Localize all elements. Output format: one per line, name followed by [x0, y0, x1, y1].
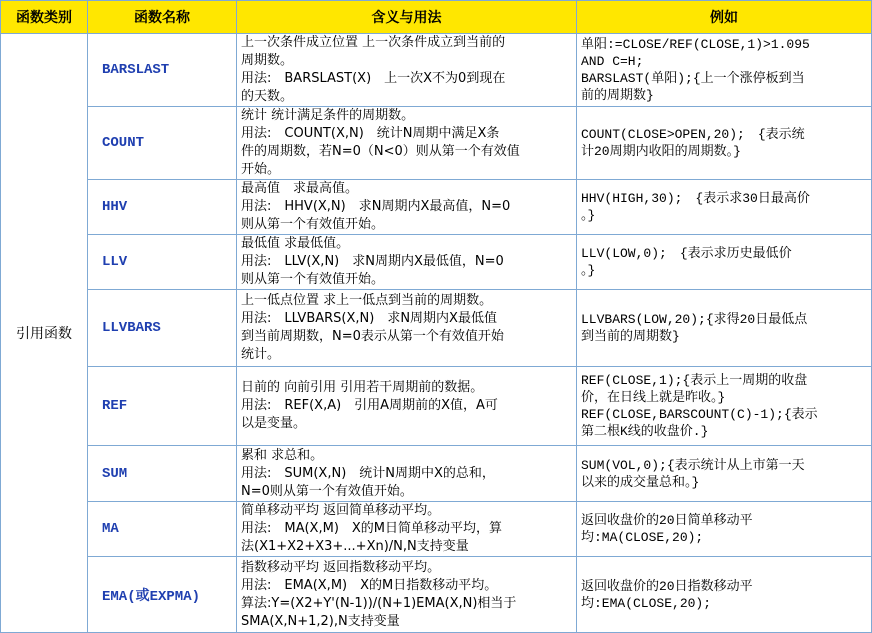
meaning-line: 用法: COUNT(X,N) 统计N周期中满足X条 [241, 126, 500, 141]
example-line: 返回收盘价的20日简单移动平 [581, 513, 753, 528]
meaning-cell [237, 34, 577, 107]
header-meaning-usage: 含义与用法 [237, 1, 577, 34]
function-name-cell: SUM [88, 446, 237, 502]
meaning-line: 法(X1+X2+X3+...+Xn)/N,N支持变量 [241, 539, 469, 554]
meaning-line: 的天数。 [241, 89, 294, 104]
meaning-line: 简单移动平均 返回简单移动平均。 [241, 503, 441, 518]
table-body [1, 34, 872, 633]
example-line: 价，在日线上就是昨收。} [581, 390, 726, 405]
meaning-line: 以是变量。 [241, 416, 307, 431]
meaning-line: 用法: MA(X,M) X的M日简单移动平均，算 [241, 521, 503, 536]
meaning-line: 件的周期数，若N=0（N<0）则从第一个有效值 [241, 144, 520, 159]
meaning-cell [237, 502, 577, 557]
example-cell [577, 34, 872, 107]
meaning-line: 用法: HHV(X,N) 求N周期内X最高值，N=0 [241, 199, 511, 214]
meaning-line: 用法: REF(X,A) 引用A周期前的X值，A可 [241, 398, 498, 413]
table-row [1, 34, 872, 107]
meaning-line: 统计 统计满足条件的周期数。 [241, 108, 415, 123]
meaning-line: SMA(X,N+1,2),N支持变量 [241, 613, 400, 629]
function-name-cell: LLVBARS [88, 290, 237, 367]
example-cell [577, 367, 872, 446]
meaning-line: 指数移动平均 返回指数移动平均。 [241, 559, 441, 575]
example-line: SUM(VOL,0);{表示统计从上市第一天 [581, 457, 805, 473]
example-line: LLV(LOW,0); {表示求历史最低价 [581, 246, 792, 261]
example-line: 。} [581, 208, 596, 223]
meaning-line: 周期数。 [241, 53, 294, 68]
header-function-name: 函数名称 [88, 1, 237, 34]
meaning-line: 到当前周期数，N=0表示从第一个有效值开始 [241, 329, 504, 344]
example-line: COUNT(CLOSE>OPEN,20); {表示统 [581, 127, 805, 142]
function-name-cell: COUNT [88, 107, 237, 180]
meaning-cell [237, 446, 577, 502]
example-line: 计20周期内收阳的周期数。} [581, 144, 741, 159]
example-line: LLVBARS(LOW,20);{求得20日最低点 [581, 312, 808, 327]
function-name-cell: MA [88, 502, 237, 557]
meaning-line: 最高值 求最高值。 [241, 181, 359, 196]
example-line: 返回收盘价的20日指数移动平 [581, 578, 753, 594]
table-row [1, 290, 872, 367]
example-line: 单阳:=CLOSE/REF(CLOSE,1)>1.095 [581, 37, 810, 52]
meaning-line: 则从第一个有效值开始。 [241, 217, 385, 232]
meaning-cell [237, 367, 577, 446]
meaning-line: 上一低点位置 求上一低点到当前的周期数。 [241, 293, 493, 308]
header-category: 函数类别 [1, 1, 88, 34]
table-row [1, 235, 872, 290]
table-row [1, 446, 872, 502]
example-line: 。} [581, 263, 596, 278]
meaning-line: 最低值 求最低值。 [241, 236, 350, 251]
example-line: 均:EMA(CLOSE,20); [581, 595, 712, 611]
function-name-cell: REF [88, 367, 237, 446]
example-cell [577, 290, 872, 367]
meaning-line: 累和 求总和。 [241, 447, 324, 463]
category-cell: 引用函数 [1, 34, 88, 633]
meaning-cell [237, 107, 577, 180]
meaning-line: 上一次条件成立位置 上一次条件成立到当前的 [241, 35, 506, 50]
table-row [1, 107, 872, 180]
meaning-cell [237, 557, 577, 633]
example-cell [577, 180, 872, 235]
meaning-line: N=0则从第一个有效值开始。 [241, 483, 413, 499]
meaning-line: 用法: EMA(X,M) X的M日指数移动平均。 [241, 577, 498, 593]
meaning-line: 算法:Y=(X2+Y'(N-1))/(N+1)EMA(X,N)相当于 [241, 595, 517, 611]
function-name-cell: EMA(或EXPMA) [88, 557, 237, 633]
meaning-line: 用法: BARSLAST(X) 上一次X不为0到现在 [241, 71, 506, 86]
meaning-line: 日前的 向前引用 引用若干周期前的数据。 [241, 380, 484, 395]
example-cell [577, 446, 872, 502]
meaning-line: 开始。 [241, 162, 281, 177]
meaning-line: 用法: LLV(X,N) 求N周期内X最低值，N=0 [241, 254, 504, 269]
table-row [1, 180, 872, 235]
table-row [1, 557, 872, 633]
meaning-line: 用法: SUM(X,N) 统计N周期中X的总和， [241, 465, 495, 481]
example-cell [577, 107, 872, 180]
header-row [1, 1, 872, 34]
example-line: 第二根K线的收盘价.} [581, 424, 709, 439]
header-example: 例如 [577, 1, 872, 34]
example-line: 到当前的周期数} [581, 329, 680, 344]
meaning-line: 统计。 [241, 347, 281, 362]
example-line: HHV(HIGH,30); {表示求30日最高价 [581, 191, 810, 206]
function-name-cell: HHV [88, 180, 237, 235]
function-name-cell: BARSLAST [88, 34, 237, 107]
meaning-line: 用法: LLVBARS(X,N) 求N周期内X最低值 [241, 311, 497, 326]
function-name-cell: LLV [88, 235, 237, 290]
meaning-cell [237, 290, 577, 367]
example-line: AND C=H; [581, 54, 644, 69]
example-line: REF(CLOSE,BARSCOUNT(C)-1);{表示 [581, 407, 818, 422]
example-line: BARSLAST(单阳);{上一个涨停板到当 [581, 71, 805, 86]
meaning-cell [237, 235, 577, 290]
example-line: 以来的成交量总和。} [581, 474, 700, 490]
example-cell [577, 557, 872, 633]
example-line: REF(CLOSE,1);{表示上一周期的收盘 [581, 373, 808, 388]
table-row [1, 367, 872, 446]
meaning-line: 则从第一个有效值开始。 [241, 272, 385, 287]
table-row [1, 502, 872, 557]
example-cell [577, 235, 872, 290]
example-cell [577, 502, 872, 557]
example-line: 前的周期数} [581, 88, 654, 103]
example-line: 均:MA(CLOSE,20); [581, 530, 704, 545]
meaning-cell [237, 180, 577, 235]
